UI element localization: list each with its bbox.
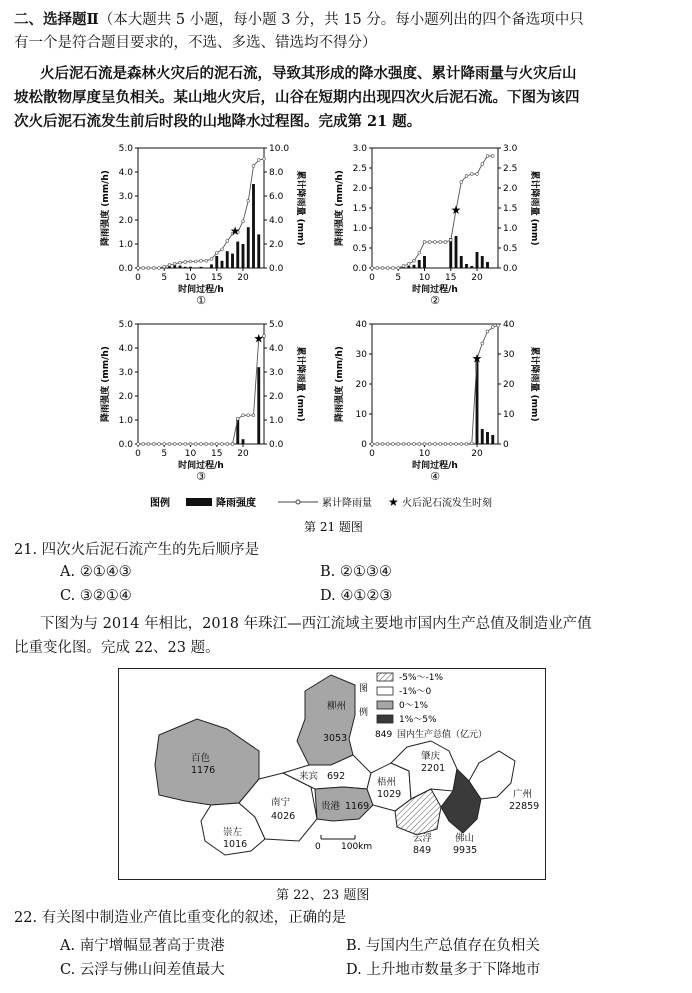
chart-4-line-point	[418, 443, 421, 446]
legend-gdp-number: 849	[375, 730, 393, 740]
chart-2-line-point	[444, 241, 447, 244]
chart-1-line-point	[137, 267, 140, 270]
chart-2-cumulative-line	[372, 156, 493, 268]
chart-1-ytick-right-label: 6.0	[269, 192, 284, 202]
city-name-guangzhou: 广州	[513, 789, 533, 800]
chart-4-frame	[372, 324, 498, 444]
legend-swatch-4	[377, 715, 393, 723]
q21-option-b: B. ②①③④	[320, 564, 392, 580]
chart-1-ytick-left-label: 4.0	[118, 168, 133, 178]
q21-stem: 21. 四次火后泥石流产生的先后顺序是	[14, 542, 260, 558]
map-caption: 第 22、23 题图	[276, 888, 370, 903]
section-header	[14, 10, 680, 30]
chart-3-line-point	[242, 414, 245, 417]
chart-1-line-point	[221, 248, 224, 251]
map-frame	[118, 668, 546, 880]
chart-4-line-point	[455, 443, 458, 446]
chart-4-line-point	[407, 443, 410, 446]
chart-1-line-point	[215, 252, 218, 255]
legend-bar-swatch	[186, 498, 212, 506]
chart-1-bar	[247, 227, 250, 268]
chart-2-bar	[486, 262, 489, 268]
chart-3-ytick-left-label: 5.0	[118, 320, 133, 330]
chart-3-ytick-right-label: 3.0	[269, 368, 284, 378]
chart-3-ytick-left-label: 4.0	[118, 344, 133, 354]
chart-3-line-point	[184, 443, 187, 446]
chart-4-line-point	[386, 443, 389, 446]
chart-2-ytick-left-label: 1.5	[352, 204, 367, 214]
city-name-laibin: 来宾	[299, 771, 319, 782]
chart-4-cumulative-line	[372, 326, 498, 445]
city-gdp-yunfu: 849	[413, 845, 432, 856]
chart-4-xtick-label: 10	[418, 449, 431, 459]
legend-item-2: -1%～0	[399, 687, 432, 697]
chart-2-bar	[465, 264, 468, 268]
chart-2-bar	[407, 266, 410, 268]
city-gdp-zhaoqing: 2201	[421, 763, 446, 774]
chart-3-line-point	[179, 443, 182, 446]
chart-3-line-point	[247, 414, 250, 417]
scale-zero: 0	[315, 842, 321, 852]
chart-1-xlabel: 时间过程/h	[178, 285, 224, 295]
chart-4-ytick-left-label: 40	[355, 320, 367, 330]
chart-3-line-point	[137, 443, 140, 446]
chart-1-bar	[231, 254, 234, 268]
chart-4-line-point	[449, 443, 452, 446]
chart-2-ytick-left-label: 2.5	[352, 164, 367, 174]
q21-option-c: C. ③②①④	[60, 588, 132, 604]
chart-3-xtick-label: 20	[237, 449, 249, 459]
chart-1-ytick-right-label: 4.0	[269, 216, 284, 226]
chart-2-line-point	[418, 251, 421, 254]
chart-3-frame	[138, 324, 264, 444]
chart-2-bar	[449, 238, 452, 268]
chart-3-line-point	[200, 443, 203, 446]
legend-item-3: 0～1%	[399, 701, 429, 711]
passage1-line-1: 火后泥石流是森林火灾后的泥石流，导致其形成的降水强度、累计降雨量与火灾后山	[40, 65, 577, 82]
chart-2-ytick-left-label: 1.0	[352, 224, 367, 234]
chart-3-line-point	[147, 443, 150, 446]
chart-2-xlabel: 时间过程/h	[412, 285, 458, 295]
chart-1-ylabel-right: 累计降雨量 (mm)	[295, 170, 305, 246]
chart-1-line-point	[263, 157, 266, 160]
section-heading: 二、选择题Ⅱ	[14, 11, 99, 28]
chart-1-bar	[200, 267, 203, 268]
chart-3-xlabel: 时间过程/h	[178, 461, 224, 471]
chart-1-xtick-label: 5	[161, 273, 168, 283]
chart-3-ylabel-right: 累计降雨量 (mm)	[295, 346, 305, 422]
city-name-baise: 百色	[191, 753, 211, 764]
city-gdp-laibin: 692	[327, 771, 346, 782]
chart-2-line-point	[486, 155, 489, 158]
chart-3-xtick-label: 10	[184, 449, 197, 459]
chart-1-line-point	[200, 259, 203, 262]
chart-1-line-point	[168, 264, 171, 267]
chart-3-line-point	[158, 443, 161, 446]
chart-1-line-point	[205, 259, 208, 262]
chart-3-line-point	[221, 443, 224, 446]
chart-2-ytick-right-label: 0.5	[503, 244, 518, 254]
section-instructions-2: 有一个是符合题目要求的，不选、多选、错选均不得分）	[14, 35, 377, 51]
city-gdp-chongzuo: 1016	[223, 839, 248, 850]
chart-1-xtick-label: 15	[211, 273, 223, 283]
chart-4-bar	[491, 435, 494, 444]
chart-2-line-point	[371, 267, 374, 270]
chart-2-ytick-right-label: 0.0	[503, 264, 518, 274]
chart-1-line-point	[163, 265, 166, 268]
q21-option-d: D. ④①②③	[320, 588, 393, 604]
chart-legend	[150, 495, 492, 509]
chart-2-line-point	[428, 241, 431, 244]
chart-3-ytick-left-label: 0.0	[118, 440, 133, 450]
city-gdp-baise: 1176	[191, 765, 216, 776]
chart-4-ytick-right-label: 30	[503, 350, 515, 360]
q22-option-a: A. 南宁增幅显著高于贵港	[60, 938, 225, 954]
chart-2-bar	[470, 266, 473, 268]
chart-2-bar	[460, 256, 463, 268]
chart-3-ytick-right-label: 0.0	[269, 440, 284, 450]
chart-1-bar	[236, 242, 239, 268]
city-gdp-nanning: 4026	[271, 811, 296, 822]
chart-3-line-point	[152, 443, 155, 446]
chart-2-ylabel-right: 累计降雨量 (mm)	[529, 170, 539, 246]
legend-gdp-label: 国内生产总值（亿元）	[397, 730, 488, 740]
chart-2-ytick-left-label: 3.0	[352, 144, 367, 154]
chart-2-ytick-right-label: 2.5	[503, 164, 518, 174]
chart-3-line-point	[163, 443, 166, 446]
chart-4-line-point	[444, 443, 447, 446]
chart-3-line-point	[226, 443, 229, 446]
chart-1-frame	[138, 148, 264, 268]
chart-1-bar	[257, 234, 260, 268]
chart-2-xtick-label: 15	[445, 273, 457, 283]
chart-1-bar	[179, 266, 182, 268]
chart-3-line-point	[189, 443, 192, 446]
chart-4-ytick-right-label: 40	[503, 320, 515, 330]
scale-100km: 100km	[341, 842, 373, 852]
chart-4-line-point	[423, 443, 426, 446]
chart-2-ytick-right-label: 3.0	[503, 144, 518, 154]
chart-2-ytick-left-label: 2.0	[352, 184, 367, 194]
chart-2-bar	[418, 260, 421, 268]
chart-3-cumulative-line	[138, 336, 264, 444]
section-instructions-1: （本大题共 5 小题，每小题 3 分，共 15 分。每小题列出的四个备选项中只	[98, 12, 584, 28]
map-legend-title-1: 图	[359, 684, 369, 694]
chart-1-ytick-right-label: 2.0	[269, 240, 284, 250]
chart-2-bar	[481, 256, 484, 268]
chart-2-line-point	[491, 155, 494, 158]
chart-2-line-point	[381, 267, 384, 270]
chart-1-debris-flow-star: ★	[229, 223, 241, 238]
chart-1-line-point	[252, 165, 255, 168]
chart-2-line-point	[476, 173, 479, 176]
chart-3-ytick-right-label: 1.0	[269, 416, 284, 426]
city-name-yunfu: 云浮	[413, 833, 433, 844]
chart-2-label: ②	[430, 294, 440, 307]
chart-1-line-point	[142, 267, 145, 270]
chart-4-ylabel-right: 累计降雨量 (mm)	[529, 346, 539, 422]
chart-1-bar	[221, 261, 224, 268]
city-name-nanning: 南宁	[271, 797, 291, 808]
chart-4-line-point	[376, 443, 379, 446]
chart-3-bar	[236, 418, 239, 444]
chart-2-xtick-label: 0	[369, 273, 375, 283]
chart-1-line-point	[179, 261, 182, 264]
chart-1-line-point	[194, 260, 197, 263]
chart-3-line-point	[236, 417, 239, 420]
chart-2-line-point	[413, 259, 416, 262]
chart-4-line-point	[402, 443, 405, 446]
chart-3-label: ③	[196, 470, 206, 483]
chart-2-xtick-label: 20	[471, 273, 483, 283]
passage1-line-2: 坡松散物厚度呈负相关。某山地火灾后，山谷在短期内出现四次火后泥石流。下图为该四	[14, 89, 580, 106]
chart-4-ytick-left-label: 30	[355, 350, 367, 360]
chart-2-line-point	[460, 181, 463, 184]
chart-2-line-point	[423, 241, 426, 244]
chart-4-line-point	[381, 443, 384, 446]
chart-2-debris-flow-star: ★	[450, 203, 462, 217]
passage2-line-1: 下图为与 2014 年相比，2018 年珠江—西江流域主要地市国内生产总值及制造业产值	[40, 616, 592, 632]
chart-4-xtick-label: 20	[471, 449, 483, 459]
chart-2-line-point	[407, 263, 410, 266]
chart-3-line-point	[231, 443, 234, 446]
chart-1-line-point	[242, 220, 245, 223]
chart-2-ytick-right-label: 1.5	[503, 204, 518, 214]
chart-1-line-point	[210, 258, 213, 261]
chart-3-bar	[257, 367, 260, 444]
map-legend-title-2: 例	[359, 708, 369, 718]
chart-4-line-point	[460, 443, 463, 446]
chart-1-ytick-right-label: 10.0	[269, 144, 290, 154]
chart-4-ytick-right-label: 0	[503, 440, 509, 450]
chart-2-ytick-right-label: 2.0	[503, 184, 518, 194]
chart-2-line-point	[481, 163, 484, 166]
chart-3-ytick-right-label: 2.0	[269, 392, 284, 402]
chart-3-bar	[242, 439, 245, 444]
legend-swatch-2	[377, 687, 393, 695]
passage2-line-2: 比重变化图。完成 22、23 题。	[14, 640, 220, 656]
chart-4-bar	[481, 429, 484, 444]
chart-4-ytick-left-label: 20	[355, 380, 367, 390]
q22-option-c: C. 云浮与佛山间差值最大	[60, 962, 225, 978]
legend-star-label: 火后泥石流发生时刻	[402, 498, 492, 509]
chart-2-ytick-left-label: 0.0	[352, 264, 367, 274]
chart-3-ytick-left-label: 1.0	[118, 416, 133, 426]
region-liuzhou	[297, 675, 355, 765]
region-guangzhou	[469, 751, 515, 799]
chart-4-line-point	[486, 330, 489, 333]
chart-3-line-point	[215, 443, 218, 446]
chart-2-line-point	[465, 175, 468, 178]
chart-1-bar	[210, 264, 213, 268]
chart-3-debris-flow-star: ★	[253, 331, 265, 346]
chart-3-ytick-left-label: 2.0	[118, 392, 133, 402]
chart-2-bar	[413, 265, 416, 268]
legend-line-label: 累计降雨量	[322, 498, 372, 509]
chart-4-ytick-right-label: 20	[503, 380, 515, 390]
city-name-wuzhou: 梧州	[377, 777, 397, 788]
chart-4-line-point	[481, 342, 484, 345]
chart-4-line-point	[497, 324, 500, 327]
q21-option-a: A. ②①④③	[60, 564, 132, 580]
chart-4-line-point	[392, 443, 395, 446]
chart-4-line-point	[470, 442, 473, 445]
chart-2-line-point	[376, 267, 379, 270]
chart-2-bar	[423, 256, 426, 268]
chart-1-label: ①	[196, 294, 206, 307]
region-map	[119, 669, 545, 879]
chart-1-bar	[242, 244, 245, 268]
chart-4-line-point	[413, 443, 416, 446]
chart-2-frame	[372, 148, 498, 268]
chart-4-ytick-left-label: 0	[361, 440, 367, 450]
city-gdp-wuzhou: 1029	[377, 789, 402, 800]
chart-1-line-point	[152, 267, 155, 270]
chart-3-line-point	[194, 443, 197, 446]
chart-3-ylabel-left: 降雨强度 (mm/h)	[101, 346, 111, 422]
chart-1-line-point	[247, 199, 250, 202]
chart-3-xtick-label: 5	[161, 449, 168, 459]
chart-1-ytick-right-label: 0.0	[269, 264, 284, 274]
chart-3-line-point	[210, 443, 213, 446]
city-gdp-guigang: 1169	[345, 801, 370, 812]
passage1-line-3: 次火后泥石流发生前后时段的山地降水过程图。完成第 21 题。	[14, 113, 422, 130]
city-name-chongzuo: 崇左	[223, 827, 243, 838]
legend-swatch-3	[377, 701, 393, 709]
chart-2-line-point	[402, 265, 405, 268]
chart-1-xtick-label: 20	[237, 273, 249, 283]
chart-caption: 第 21 题图	[304, 520, 363, 534]
city-name-zhaoqing: 肇庆	[421, 751, 441, 762]
chart-3-ytick-right-label: 5.0	[269, 320, 284, 330]
chart-2-line-point	[434, 241, 437, 244]
chart-1-bar	[184, 267, 187, 268]
chart-3-xtick-label: 0	[135, 449, 141, 459]
chart-1-line-point	[226, 240, 229, 243]
chart-2-ylabel-left: 降雨强度 (mm/h)	[335, 170, 345, 246]
chart-1-line-point	[189, 260, 192, 263]
chart-2-line-point	[470, 173, 473, 176]
chart-1-bar	[189, 267, 192, 268]
chart-4-bar	[486, 432, 489, 444]
chart-1-ytick-right-label: 8.0	[269, 168, 284, 178]
chart-3-line-point	[252, 414, 255, 417]
chart-1-line-point	[147, 267, 150, 270]
city-name-guigang: 贵港	[321, 801, 341, 812]
chart-2-xtick-label: 5	[395, 273, 402, 283]
chart-4-line-point	[439, 443, 442, 446]
chart-1-bar	[226, 251, 229, 268]
city-name-foshan: 佛山	[455, 833, 475, 844]
legend-bar-label: 降雨强度	[216, 498, 256, 509]
chart-1-ytick-left-label: 3.0	[118, 192, 133, 202]
chart-3-ytick-left-label: 3.0	[118, 368, 133, 378]
legend-item-1: -5%～-1%	[399, 673, 444, 683]
chart-4-xlabel: 时间过程/h	[412, 461, 458, 471]
chart-2-ytick-right-label: 1.0	[503, 224, 518, 234]
chart-1-cumulative-line	[138, 159, 264, 268]
legend-title: 图例	[150, 498, 170, 509]
chart-1-xtick-label: 10	[184, 273, 197, 283]
legend-line-marker	[296, 500, 300, 504]
chart-4-ylabel-left: 降雨强度 (mm/h)	[335, 346, 345, 422]
chart-3-line-point	[173, 443, 176, 446]
chart-3-line-point	[142, 443, 145, 446]
chart-1-bar	[173, 265, 176, 268]
chart-2-bar	[455, 236, 458, 268]
chart-4-label: ④	[430, 470, 440, 483]
chart-3-line-point	[168, 443, 171, 446]
chart-4-line-point	[371, 443, 374, 446]
chart-2-line-point	[386, 267, 389, 270]
chart-1-ytick-left-label: 2.0	[118, 216, 133, 226]
chart-1-line-point	[184, 261, 187, 264]
chart-4-line-point	[465, 443, 468, 446]
chart-2-bar	[476, 252, 479, 268]
chart-2-line-point	[439, 241, 442, 244]
chart-4-line-point	[434, 443, 437, 446]
chart-1-ylabel-left: 降雨强度 (mm/h)	[101, 170, 111, 246]
chart-3-line-point	[205, 443, 208, 446]
chart-2-ytick-left-label: 0.5	[352, 244, 367, 254]
map-legend	[359, 673, 487, 740]
chart-4-line-point	[491, 326, 494, 329]
chart-4-line-point	[397, 443, 400, 446]
chart-4-ytick-right-label: 10	[503, 410, 515, 420]
chart-2-line-point	[392, 267, 395, 270]
legend-item-4: 1%～5%	[399, 715, 437, 725]
chart-1-xtick-label: 0	[135, 273, 141, 283]
legend-swatch-1	[377, 673, 393, 681]
chart-2-xtick-label: 10	[418, 273, 431, 283]
chart-1-bar	[252, 184, 255, 268]
q22-stem: 22. 有关图中制造业产值比重变化的叙述，正确的是	[14, 910, 347, 926]
chart-1-ytick-left-label: 0.0	[118, 264, 133, 274]
chart-4-line-point	[428, 443, 431, 446]
map-scale	[315, 835, 372, 852]
legend-star-icon: ★	[388, 495, 399, 509]
chart-3-ytick-right-label: 4.0	[269, 344, 284, 354]
city-gdp-foshan: 9935	[453, 845, 478, 856]
chart-4-debris-flow-star: ★	[471, 351, 483, 366]
chart-1-line-point	[257, 159, 260, 162]
chart-4-ytick-left-label: 10	[355, 410, 367, 420]
city-gdp-liuzhou: 3053	[323, 733, 348, 744]
chart-2-line-point	[449, 239, 452, 242]
chart-layer	[99, 144, 541, 483]
chart-1-ytick-left-label: 1.0	[118, 240, 133, 250]
q22-option-b: B. 与国内生产总值存在负相关	[346, 938, 540, 954]
chart-4-xtick-label: 0	[369, 449, 375, 459]
chart-1-line-point	[173, 262, 176, 265]
chart-2-line-point	[397, 267, 400, 270]
chart-1-line-point	[158, 267, 161, 270]
city-name-liuzhou: 柳州	[327, 701, 347, 712]
chart-3-xtick-label: 15	[211, 449, 223, 459]
chart-1-ytick-left-label: 5.0	[118, 144, 133, 154]
chart-1-bar	[215, 256, 218, 268]
q22-option-d: D. 上升地市数量多于下降地市	[346, 962, 541, 978]
city-gdp-guangzhou: 22859	[509, 801, 540, 812]
